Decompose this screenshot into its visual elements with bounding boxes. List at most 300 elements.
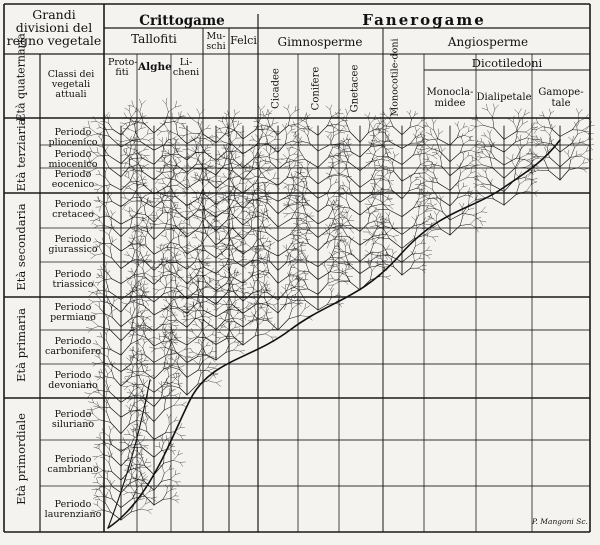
tree-branch (245, 185, 247, 190)
tree-branch (222, 210, 228, 212)
tree-branch (109, 463, 112, 472)
tree-branch (104, 487, 109, 491)
tree-branch (419, 203, 421, 208)
tree-branch (210, 135, 213, 137)
tree-branch (139, 99, 141, 104)
tree-branch (266, 312, 271, 313)
tree-branch (262, 235, 264, 238)
tree-branch (255, 119, 260, 130)
tree-branch (427, 255, 430, 258)
tree-branch (93, 116, 96, 121)
tree-branch (305, 300, 318, 310)
tree-branch (576, 154, 581, 156)
tree-branch (488, 110, 493, 117)
tree-branch (302, 216, 309, 219)
tree-branch (135, 457, 140, 458)
tree-branch (268, 203, 278, 213)
tree-branch (103, 471, 112, 472)
tree-branch (234, 206, 235, 212)
tree-branch (541, 137, 542, 143)
tree-branch (174, 248, 175, 254)
tree-branch (261, 287, 262, 295)
tree-branch (216, 134, 225, 143)
tree-branch (578, 168, 584, 170)
tree-branch (306, 233, 312, 234)
tree-branch (428, 139, 438, 141)
tree-branch (534, 129, 537, 133)
tree-branch (272, 119, 273, 125)
tree-branch (255, 174, 260, 184)
tree-branch (301, 130, 305, 132)
tree-branch (328, 133, 332, 138)
tree-branch (105, 369, 108, 375)
tree-branch (228, 301, 235, 309)
tree-branch (232, 152, 236, 156)
tree-branch (181, 297, 185, 301)
tree-branch (305, 183, 308, 187)
tree-branch (178, 265, 179, 271)
tree-branch (346, 189, 348, 193)
tree-branch (209, 317, 212, 320)
tree-branch (258, 104, 261, 110)
tree-branch (310, 177, 318, 184)
tree-branch (172, 360, 175, 365)
tree-branch (384, 121, 387, 125)
tree-branch (126, 121, 133, 123)
tree-branch (135, 132, 140, 142)
tree-branch (178, 453, 183, 455)
tree-branch (134, 292, 138, 295)
tree-branch (422, 269, 426, 270)
tree-branch (188, 339, 191, 342)
tree-branch (385, 152, 389, 153)
tree-branch (335, 182, 339, 183)
tree-branch (376, 258, 381, 259)
tree-branch (490, 130, 492, 134)
tree-branch (112, 212, 115, 215)
tree-branch (482, 165, 492, 168)
tree-branch (266, 237, 268, 241)
tree-branch (89, 293, 93, 297)
tree-branch (137, 261, 138, 265)
tree-branch (142, 233, 145, 238)
tree-branch (437, 153, 441, 157)
tree-branch (423, 225, 427, 228)
tree-branch (236, 260, 242, 263)
tree-branch (129, 129, 136, 132)
tree-branch (177, 261, 181, 264)
tree-branch (242, 230, 248, 233)
tree-branch (108, 311, 112, 318)
tree-branch (205, 139, 210, 142)
tree-branch (343, 142, 345, 146)
tree-branch (386, 213, 389, 216)
tree-branch (174, 254, 177, 263)
tree-branch (220, 240, 225, 245)
tree-branch (263, 125, 271, 127)
tree-branch (265, 334, 271, 337)
tree-branch (137, 422, 138, 426)
tree-branch (385, 256, 387, 260)
tree-branch (212, 142, 216, 145)
tree-branch (134, 400, 139, 403)
tree-branch (222, 182, 227, 186)
tree-branch (481, 138, 482, 142)
tree-branch (290, 111, 295, 116)
tree-branch (577, 122, 580, 127)
tree-branch (139, 265, 143, 269)
tree-branch (194, 179, 197, 181)
tree-branch (176, 125, 177, 135)
tree-branch (477, 153, 481, 157)
tree-branch (226, 345, 229, 353)
tree-branch (175, 395, 178, 398)
tree-branch (334, 168, 339, 174)
tree-branch (174, 217, 179, 218)
tree-branch (144, 292, 149, 293)
tree-branch (177, 259, 181, 261)
tree-branch (402, 127, 410, 134)
tree-branch (536, 119, 538, 123)
tree-branch (375, 163, 376, 170)
tree-branch (481, 176, 487, 178)
tree-branch (102, 238, 104, 244)
tree-branch (413, 146, 417, 156)
tree-branch (463, 183, 464, 187)
tree-branch (376, 171, 379, 174)
tree-branch (97, 295, 101, 301)
tree-branch (233, 180, 234, 188)
tree-branch (417, 137, 422, 138)
tree-branch (368, 149, 371, 154)
tree-branch (332, 254, 334, 259)
tree-branch (298, 304, 301, 306)
tree-branch (243, 261, 252, 267)
tree-branch (218, 258, 222, 259)
tree-branch (366, 213, 371, 214)
tree-branch (411, 180, 415, 183)
tree-branch (174, 228, 181, 229)
tree-branch (262, 126, 263, 130)
tree-branch (578, 163, 583, 168)
tree-branch (223, 228, 224, 232)
tree-branch (369, 143, 374, 144)
tree-branch (166, 237, 170, 243)
tree-branch (92, 326, 99, 329)
tree-branch (216, 220, 227, 231)
tree-branch (345, 142, 349, 146)
tree-branch (547, 142, 550, 148)
tree-branch (199, 365, 201, 374)
tree-branch (190, 209, 194, 216)
tree-branch (266, 298, 272, 303)
tree-branch (146, 255, 151, 256)
tree-branch (504, 142, 516, 152)
tree-branch (108, 357, 111, 365)
tree-branch (146, 424, 147, 431)
tree-branch (291, 301, 292, 309)
tree-branch (318, 177, 329, 184)
tree-branch (272, 324, 275, 330)
tree-branch (292, 304, 298, 309)
tree-branch (138, 350, 142, 352)
tree-branch (308, 169, 312, 173)
tree-branch (347, 210, 349, 213)
tree-branch (174, 417, 176, 421)
tree-branch (246, 213, 250, 218)
tree-branch (105, 151, 106, 158)
tree-branch (266, 184, 269, 188)
tree-branch (267, 199, 272, 200)
tree-branch (450, 153, 460, 162)
tree-branch (415, 127, 416, 131)
tree-branch (589, 146, 593, 150)
tree-branch (187, 370, 198, 377)
tree-branch (303, 205, 307, 215)
tree-branch (106, 206, 110, 216)
tree-branch (516, 138, 527, 142)
tree-branch (169, 414, 171, 418)
tree-branch (109, 456, 110, 462)
tree-branch (238, 171, 245, 176)
tree-branch (179, 236, 180, 245)
tree-branch (129, 148, 136, 150)
tree-branch (190, 254, 193, 258)
tree-branch (218, 151, 220, 155)
tree-branch (414, 165, 420, 174)
tree-branch (375, 217, 379, 221)
tree-branch (124, 163, 126, 168)
tree-branch (216, 189, 218, 194)
tree-branch (125, 210, 130, 212)
tree-branch (305, 276, 306, 282)
tree-branch (159, 139, 162, 142)
tree-branch (257, 253, 261, 259)
tree-branch (276, 159, 281, 163)
tree-branch (131, 393, 136, 397)
tree-branch (191, 348, 193, 352)
tree-branch (143, 286, 144, 291)
tree-branch (133, 285, 136, 288)
tree-branch (300, 309, 305, 316)
tree-branch (177, 161, 181, 164)
tree-branch (291, 129, 295, 131)
tree-branch (278, 163, 286, 169)
tree-branch (103, 185, 111, 187)
tree-branch (96, 121, 103, 125)
tree-branch (236, 282, 242, 284)
tree-branch (88, 329, 92, 333)
tree-branch (382, 166, 387, 167)
tree-branch (467, 173, 471, 178)
tree-branch (302, 284, 306, 287)
tree-branch (200, 311, 204, 320)
tree-branch (415, 177, 421, 178)
tree-branch (343, 126, 346, 130)
tree-branch (377, 253, 379, 257)
tree-branch (470, 196, 473, 198)
tree-branch (429, 214, 431, 219)
tree-branch (242, 259, 247, 260)
tree-branch (104, 312, 108, 319)
tree-branch (463, 156, 468, 160)
tree-branch (129, 106, 130, 111)
tree-branch (140, 429, 147, 432)
tree-branch (180, 116, 185, 117)
tree-branch (437, 211, 440, 215)
tree-branch (293, 299, 297, 302)
tree-branch (102, 118, 104, 121)
tree-branch (233, 238, 239, 240)
tree-branch (270, 240, 271, 245)
tree-branch (285, 166, 290, 168)
tree-branch (147, 225, 148, 232)
tree-branch (112, 129, 121, 135)
tree-branch (295, 171, 299, 172)
tree-branch (217, 221, 222, 226)
tree-branch (170, 475, 175, 480)
tree-branch (163, 161, 168, 164)
tree-branch (198, 159, 204, 168)
tree-branch (102, 276, 106, 282)
tree-branch (545, 161, 549, 171)
tree-branch (468, 152, 469, 156)
tree-branch (207, 144, 208, 148)
tree-branch (328, 186, 331, 193)
tree-branch (287, 170, 290, 178)
tree-branch (294, 223, 298, 224)
tree-branch (393, 152, 395, 157)
tree-branch (267, 171, 270, 175)
tree-branch (350, 229, 354, 234)
tree-branch (457, 196, 464, 199)
tree-branch (432, 152, 436, 153)
tree-branch (207, 125, 210, 129)
tree-branch (178, 450, 179, 455)
tree-branch (293, 197, 298, 199)
tree-branch (102, 429, 104, 433)
tree-branch (302, 120, 306, 122)
tree-branch (584, 170, 587, 173)
tree-branch (164, 369, 166, 372)
tree-branch (549, 114, 551, 120)
tree-branch (161, 265, 164, 269)
tree-branch (333, 251, 337, 252)
tree-branch (252, 274, 260, 276)
tree-branch (295, 243, 300, 245)
tree-branch (360, 267, 369, 273)
tree-branch (128, 105, 134, 106)
tree-branch (105, 202, 113, 203)
tree-branch (158, 260, 161, 262)
tree-branch (216, 179, 228, 188)
tree-branch (483, 153, 488, 157)
tree-branch (346, 177, 349, 181)
tree-branch (184, 234, 188, 238)
tree-branch (288, 291, 292, 296)
tree-branch (236, 273, 241, 276)
tree-branch (296, 134, 299, 136)
tree-branch (105, 158, 110, 168)
tree-branch (432, 229, 440, 230)
tree-branch (136, 415, 139, 420)
tree-branch (421, 186, 426, 187)
tree-branch (481, 207, 485, 212)
tree-branch (210, 279, 211, 283)
tree-branch (164, 405, 174, 410)
tree-branch (262, 214, 263, 222)
tree-branch (172, 389, 176, 390)
tree-branch (380, 277, 387, 278)
tree-branch (247, 231, 255, 233)
tree-branch (129, 123, 138, 126)
tree-branch (432, 190, 438, 198)
tree-branch (168, 107, 175, 112)
tree-branch (94, 392, 100, 394)
tree-branch (163, 254, 164, 262)
tree-branch (233, 229, 243, 239)
tree-branch (414, 173, 425, 174)
tree-branch (420, 145, 422, 150)
tree-branch (235, 208, 240, 211)
tree-branch (360, 147, 370, 157)
tree-branch (190, 186, 195, 192)
tree-branch (147, 432, 154, 440)
tree-branch (438, 183, 450, 191)
tree-branch (148, 229, 151, 232)
tree-branch (487, 130, 490, 134)
tree-branch (177, 283, 178, 287)
tree-branch (121, 377, 132, 386)
tree-branch (166, 278, 167, 285)
tree-branch (329, 200, 332, 204)
tree-branch (154, 499, 163, 505)
tree-branch (147, 316, 152, 317)
tree-branch (123, 205, 126, 210)
tree-branch (299, 167, 303, 168)
tree-branch (162, 435, 163, 439)
tree-branch (422, 190, 425, 193)
tree-branch (333, 282, 339, 285)
tree-branch (109, 123, 113, 129)
tree-branch (232, 277, 243, 283)
tree-branch (295, 268, 300, 271)
tree-branch (162, 467, 164, 473)
tree-branch (282, 286, 286, 289)
tree-branch (162, 179, 164, 184)
tree-branch (519, 109, 522, 114)
tree-branch (127, 282, 131, 285)
tree-branch (418, 266, 423, 268)
tree-branch (331, 274, 334, 279)
tree-branch (539, 170, 549, 171)
tree-branch (420, 156, 421, 164)
tree-branch (145, 458, 147, 462)
tree-branch (349, 179, 351, 182)
tree-branch (136, 172, 141, 177)
tree-branch (263, 272, 265, 277)
tree-branch (164, 359, 166, 370)
tree-branch (108, 452, 110, 457)
tree-branch (166, 287, 177, 288)
tree-branch (178, 308, 187, 314)
tree-branch (560, 170, 569, 180)
tree-branch (141, 142, 154, 150)
tree-branch (154, 410, 164, 422)
tree-branch (372, 213, 376, 218)
tree-branch (227, 223, 229, 226)
tree-branch (428, 170, 434, 173)
